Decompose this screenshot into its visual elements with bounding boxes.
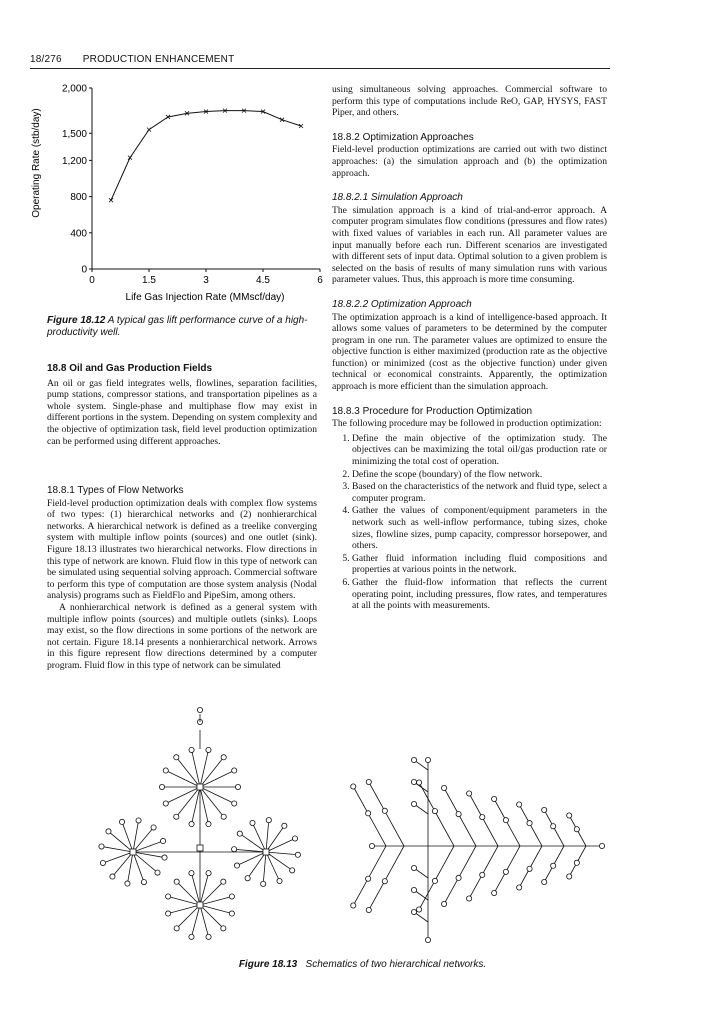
figure-18-13-caption [0,959,725,971]
well-node [232,847,237,852]
well-node [527,821,532,826]
section-18-8-3-intro: The following procedure may be followed in production optimization: [332,418,602,430]
well-node [282,823,287,828]
well-node [411,909,416,914]
procedure-step: 5. Gather fluid information including fluid compositions and properties at various points in the network. [352,553,607,576]
well-node [442,785,447,790]
manifold-node [197,784,203,790]
chart-ticks [62,84,323,287]
well-node [480,872,485,877]
well-node [245,876,250,881]
well-node [189,747,194,752]
figure-18-12-caption-text: A typical gas lift performance curve of a high-productivity well. [47,315,308,338]
well-node [542,807,547,812]
well-node [456,812,461,817]
well-node [369,843,374,848]
well-node [159,784,164,789]
y-tick-label: 400 [70,228,87,240]
right-intro-paragraph: using simultaneous solving approaches. Commercial software to perform this type of computations include ReO, GAP, HYSYS, FAST Piper, and others. [332,84,607,119]
well-node [266,818,271,823]
pipeline [133,820,139,852]
manifold-node [263,849,269,855]
well-node [366,779,371,784]
well-node [467,791,472,796]
well-node [160,838,165,843]
well-node [232,768,237,773]
well-node [503,869,508,874]
well-node [492,796,497,801]
series-line [111,111,301,201]
well-node [551,824,556,829]
well-node [221,755,226,760]
figure-18-12-label: Figure 18.12 [47,315,106,326]
section-18-8-2-2-body: The optimization approach is a kind of intelligence-based approach. It allows some values of parameters to be determined by the computer program in one run. The parameter values are optimized to ensure the objective function is either maximized (production rate as the objective function) or minimized (cost as the objective function) under given technical or economical constraints. Apparently, the optimization approach is more efficient than the simulation approach. [332,311,607,393]
pipeline [266,852,298,855]
well-node [229,894,234,899]
well-node [162,855,167,860]
well-node [295,852,300,857]
well-node [106,829,111,834]
y-tick-label: 1,500 [61,128,87,140]
manifold-node [197,902,203,908]
well-node [567,813,572,818]
well-node [411,865,416,870]
pipeline [133,852,165,858]
pipeline [234,849,266,852]
well-node [467,896,472,901]
well-node [206,934,211,939]
well-node [551,863,556,868]
left-column-lower [47,485,317,672]
procedure-step: 4. Gather the values of component/equipment parameters in the network such as well-inflow performance, tubing sizes, choke sizes, flowline sizes, pump capacity, compressor horsepower, and others. [352,505,607,551]
well-node [366,876,371,881]
figure-18-12-caption [47,315,322,339]
section-18-8-1-heading: 18.8.1 Types of Flow Networks [47,485,184,496]
section-18-8-1-paragraph-1: Field-level production optimization deals with complex flow systems of two types: (1) hierarchical networks and (2) nonhierarchical networks. A hierarchical network is defined as a treelike converging system with multiple inflow points (sources) and one outlet (sink). Figure 18.13 illustrates two hierarchical networks. Flow directions in this type of network are known. Fluid flow in this type of network can be simulated using sequential solving approach. Commercial software to perform this type of computation are those system analysis (Nodal analysis) programs such as FieldFlo and PipeSim, among others. [47,497,317,602]
chart-x-axis-label: Life Gas Injection Rate (MMscf/day) [125,292,285,303]
pipeline [101,846,133,852]
pipeline [166,787,200,803]
well-node [206,747,211,752]
well-node [432,878,437,883]
well-node [290,868,295,873]
well-node [366,811,371,816]
well-node [100,860,105,865]
well-node [456,875,461,880]
well-node [151,825,156,830]
well-node [292,836,297,841]
data-point [147,128,151,132]
section-18-8-2-2-heading: 18.8.2.2 Optimization Approach [332,298,472,310]
well-node [277,878,282,883]
well-node [442,901,447,906]
section-18-8-1-paragraph-2: A nonhierarchical network is defined as a general system with multiple inflow points (sources) and multiple outlets (sinks). Loops may exist, so the flow directions in some portions of the network are not certain. Figure 18.14 presents a nonhierarchical network. Arrows in this figure represent flow directions determined by a computer program. Fluid flow in this type of network can be simulated [47,601,317,671]
procedure-step: 1. Define the main objective of the optimization study. The objectives can be maximizing the total oil/gas production rate or minimizing the total cost of operation. [352,433,607,468]
well-node [425,757,430,762]
well-node [166,911,171,916]
well-node [432,808,437,813]
well-node [189,934,194,939]
well-node [261,881,266,886]
well-node [250,820,255,825]
y-tick-label: 2,000 [61,83,87,95]
x-tick-label: 4.5 [256,275,270,286]
pipeline [266,820,269,852]
well-node [221,879,226,884]
y-tick-label: 0 [81,264,87,276]
procedure-step: 3. Based on the characteristics of the network and fluid type, select a computer program. [352,481,607,504]
procedure-list [332,433,607,612]
section-18-8-3-heading: 18.8.3 Procedure for Production Optimization [332,405,533,417]
page-number: 18/276 [30,54,62,65]
well-node [174,879,179,884]
hierarchical-networks-figure [0,700,725,950]
well-node [166,894,171,899]
pipeline [419,846,454,910]
manifold-node [130,849,136,855]
well-node [119,819,124,824]
pipeline [263,852,266,884]
pipeline [353,787,386,847]
x-tick-label: 1.5 [142,275,156,286]
section-18-8-2-1-heading: 18.8.2.1 Simulation Approach [332,192,463,204]
pipeline [200,787,234,803]
data-point [109,198,113,202]
well-node [234,863,239,868]
figure-18-13-label: Figure 18.13 [238,959,298,970]
well-node [351,903,356,908]
chart-y-axis-label: Operating Rate (stb/day) [31,108,42,218]
well-node [235,784,240,789]
well-node [411,887,416,892]
well-node [110,874,115,879]
well-node [480,815,485,820]
network-1 [99,707,301,939]
pipeline [200,771,234,787]
well-node [229,911,234,916]
well-node [136,818,141,823]
network-2 [351,757,605,942]
well-node [567,874,572,879]
well-node [366,907,371,912]
well-node [517,802,522,807]
well-node [599,843,604,848]
figure-18-13-caption-text: Schematics of two hierarchical networks. [305,959,487,970]
well-node [174,926,179,931]
running-title: PRODUCTION ENHANCEMENT [82,54,235,65]
section-18-8-2-1-body: The simulation approach is a kind of trial-and-error approach. A computer program simulates flow conditions (pressures and flow rates) with fixed values of variables in each run. All parameter values are input manually before each run. Different scenarios are investigated with different sets of input data. Optimal solution to a given problem is selected on the basis of results of many simulation runs with various parameter values. Thus, this approach is more time consuming. [332,204,607,286]
well-node [141,879,146,884]
well-node [425,937,430,942]
well-node [411,779,416,784]
right-column [332,84,607,613]
well-node [163,768,168,773]
pipeline [166,771,200,787]
section-18-8-body: An oil or gas field integrates wells, flowlines, separation facilities, pump stations, compressor stations, and transportation pipelines as a whole system. Single-phase and multiphase flow may exist in different portions in the system. Depending on system complexity and the objective of optimization task, field level production optimization can be performed using different approaches. [47,377,317,447]
manifold-node [197,845,203,851]
well-node [163,801,168,806]
well-node [189,821,194,826]
procedure-step: 6. Gather the fluid-flow information that reflects the current operating point, including pressures, flow rates, and temperatures at all the points with measurements. [352,577,607,612]
well-node [125,881,130,886]
well-node [542,879,547,884]
well-node [232,801,237,806]
well-node [189,871,194,876]
well-node [492,890,497,895]
well-node [221,814,226,819]
well-node [411,801,416,806]
chart-axes [92,88,320,269]
well-node [221,926,226,931]
well-node [99,844,104,849]
well-node [574,827,579,832]
well-node [517,885,522,890]
well-node [174,755,179,760]
y-tick-label: 1,200 [61,155,87,167]
well-node [574,860,579,865]
pipeline [127,852,133,884]
pipeline [419,783,454,847]
procedure-step: 2. Define the scope (boundary) of the flow network. [352,469,607,481]
chart-marks [109,109,303,203]
well-node [206,871,211,876]
well-node [382,879,387,884]
x-tick-label: 3 [203,275,209,286]
y-tick-label: 800 [70,192,87,204]
well-node [351,784,356,789]
data-point [128,156,132,160]
well-node [237,831,242,836]
pipeline [369,846,404,910]
well-node [174,814,179,819]
well-node [206,821,211,826]
section-18-8-2-body: Field-level production optimizations are carried out with two distinct approaches: (a) the simulation approach and (b) the optimization approach. [332,144,607,179]
well-node [416,907,421,912]
pipeline [369,782,404,846]
left-column-upper [47,363,317,447]
well-node [411,757,416,762]
section-18-8-2-heading: 18.8.2 Optimization Approaches [332,131,474,143]
well-node [503,818,508,823]
well-node [197,707,202,712]
well-node [527,866,532,871]
pipeline [353,846,386,906]
well-node [382,808,387,813]
section-18-8-heading: 18.8 Oil and Gas Production Fields [47,363,213,374]
well-node [155,870,160,875]
x-tick-label: 6 [317,275,323,286]
x-tick-label: 0 [89,275,95,286]
gas-lift-performance-chart [0,0,330,310]
